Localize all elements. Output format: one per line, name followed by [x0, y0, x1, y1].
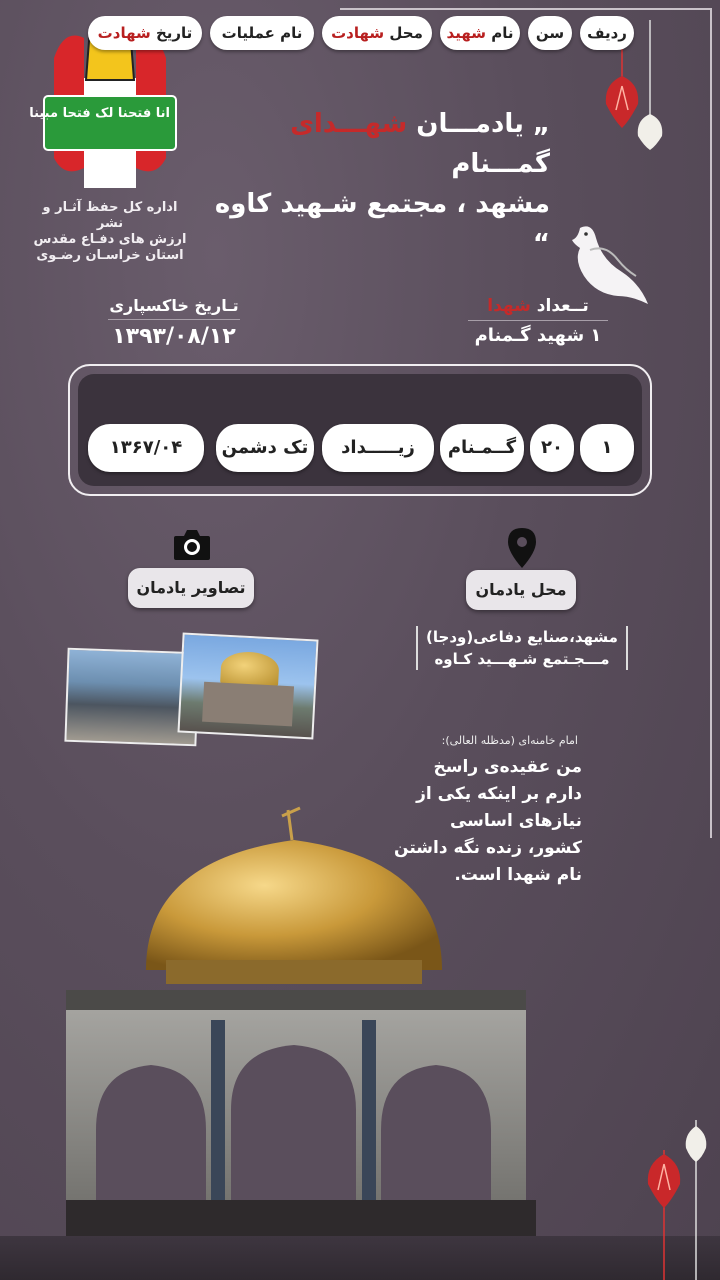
table-header: [88, 16, 202, 50]
table-cell-age: ۲۰: [530, 424, 574, 472]
location-line-1: مشهد،صنایع دفاعی(ودجا): [426, 628, 618, 646]
table-cell-martyrdom-date: ۱۳۶۷/۰۴: [88, 424, 204, 472]
organization-name: [30, 200, 190, 264]
shrine-illustration: [56, 800, 536, 1280]
header-text: تاریخ: [150, 24, 193, 42]
ground: [0, 1236, 720, 1280]
title-highlight: شهـــدای: [290, 109, 408, 139]
logo-text: انا فتحنا لک فتحا مبینا: [29, 106, 170, 121]
org-line-2: ارزش های دفـاع مقدس: [33, 232, 187, 247]
table-header: [528, 16, 572, 50]
burial-date-value: ۱۳۹۳/۰۸/۱۲: [112, 324, 236, 349]
header-text: محل: [384, 24, 423, 42]
org-line-3: استان خراسـان رضـوی: [36, 248, 184, 263]
tulip-decoration-icon: [634, 1120, 714, 1280]
count-label: [468, 296, 608, 321]
header-text: نام: [485, 24, 514, 42]
header-text: نام عملیات: [221, 24, 303, 42]
table-header: [440, 16, 520, 50]
memorial-photo-shrine[interactable]: [177, 633, 318, 740]
table-cell-martyrdom-place: زیـــــداد: [322, 424, 434, 472]
header-highlight: شهادت: [331, 24, 385, 42]
photos-section-label: تصاویر یادمان: [128, 568, 254, 608]
count-value: ۱ شهید گـمنام: [474, 325, 602, 346]
title-suffix: گمـــنام: [451, 149, 550, 179]
photo-base: [202, 682, 294, 727]
page-title: [200, 104, 550, 264]
burial-date: [108, 296, 240, 349]
count-label-highlight: شهدا: [487, 296, 531, 316]
table-cell-operation: تک دشمن: [216, 424, 314, 472]
table-header: [580, 16, 634, 50]
org-line-1: اداره کل حفظ آثـار و نشر: [42, 200, 178, 231]
martyr-count: [468, 296, 608, 346]
title-line-2: مشهد ، مجتمع شـهید کاوه “: [214, 189, 550, 259]
location-section-label: محل یادمان: [466, 570, 576, 610]
header-text: سن: [535, 24, 565, 42]
header-highlight: شهید: [446, 24, 486, 42]
table-header: [210, 16, 314, 50]
quote-text: من عقیده‌ی راسخ دارم بر اینکه یکی از نیازهای اساسی کشور، زنده نگه داشتن نام شهدا است.: [394, 757, 582, 885]
title-prefix: „ یادمـــان: [407, 109, 550, 139]
table-cell-name: گــمـنام: [440, 424, 524, 472]
title-line-1: [200, 104, 550, 184]
table-cell-row-number: ۱: [580, 424, 634, 472]
header-highlight: شهادت: [97, 24, 151, 42]
header-text: ردیف: [587, 24, 627, 42]
count-label-prefix: تــعداد: [530, 296, 589, 316]
frame-line-top: [340, 8, 712, 10]
camera-icon: [172, 526, 212, 562]
location-pin-icon: [508, 528, 536, 568]
location-line-2: مـــجـتمع شـهـــید کـاوه: [434, 650, 610, 668]
location-address: [416, 626, 628, 670]
burial-date-label: تـاریخ خاکسپاری: [108, 296, 240, 320]
quote-author: امام خامنه‌ای (مدظله العالی):: [441, 734, 578, 747]
frame-line-right: [710, 8, 712, 838]
table-header: [322, 16, 432, 50]
